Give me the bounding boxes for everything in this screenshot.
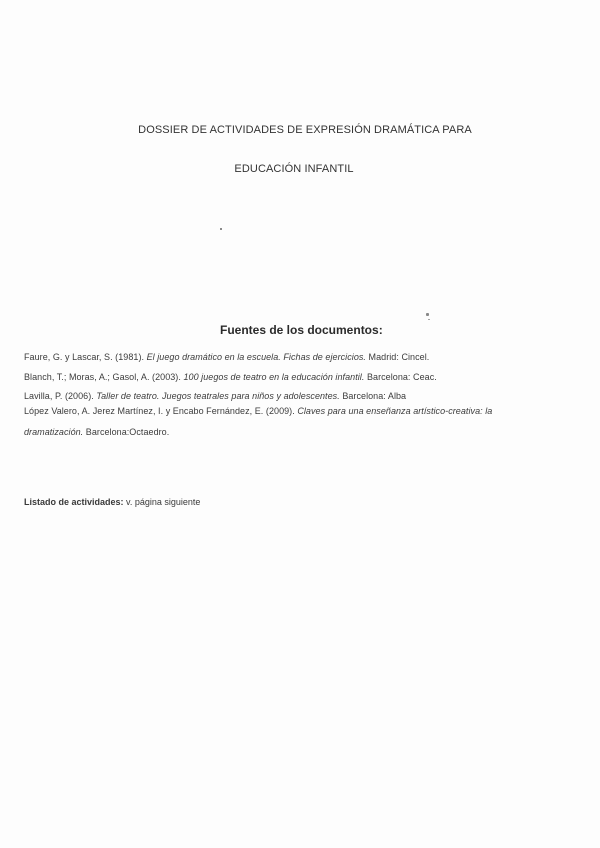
reference-title: Claves para una enseñanza artístico-creativa: la xyxy=(297,406,493,416)
activities-list-label: Listado de actividades: xyxy=(24,497,124,507)
reference-title-continuation: dramatización. xyxy=(24,427,84,437)
activities-list-note xyxy=(24,497,200,507)
reference-authors: Blanch, T.; Moras, A.; Gasol, A. (2003). xyxy=(24,372,184,382)
reference-item xyxy=(24,391,406,401)
document-title-line-1: DOSSIER DE ACTIVIDADES DE EXPRESIÓN DRAMÁTICA PARA xyxy=(138,124,472,136)
scan-speck xyxy=(428,319,430,320)
reference-authors: López Valero, A. Jerez Martínez, I. y Encabo Fernández, E. (2009). xyxy=(24,406,298,416)
reference-authors: Faure, G. y Lascar, S. (1981). xyxy=(24,352,147,362)
reference-item xyxy=(24,352,429,362)
reference-title: El juego dramático en la escuela. Fichas de ejercicios. xyxy=(146,352,366,362)
document-title-line-2: EDUCACIÓN INFANTIL xyxy=(234,163,354,175)
reference-publisher: Barcelona: Ceac. xyxy=(364,372,437,382)
sources-heading: Fuentes de los documentos: xyxy=(220,323,383,337)
reference-authors: Lavilla, P. (2006). xyxy=(24,391,97,401)
activities-list-value: v. página siguiente xyxy=(123,497,201,507)
reference-publisher: Madrid: Cincel. xyxy=(365,352,430,362)
scan-speck xyxy=(426,313,429,316)
reference-item xyxy=(24,406,492,416)
reference-title: 100 juegos de teatro en la educación infantil. xyxy=(183,372,365,382)
reference-title: Taller de teatro. Juegos teatrales para niños y adolescentes. xyxy=(96,391,340,401)
reference-item xyxy=(24,372,437,382)
reference-publisher: Barcelona:Octaedro. xyxy=(83,427,170,437)
reference-publisher: Barcelona: Alba xyxy=(339,391,407,401)
scan-speck xyxy=(220,228,222,230)
reference-item-continuation xyxy=(24,427,169,437)
